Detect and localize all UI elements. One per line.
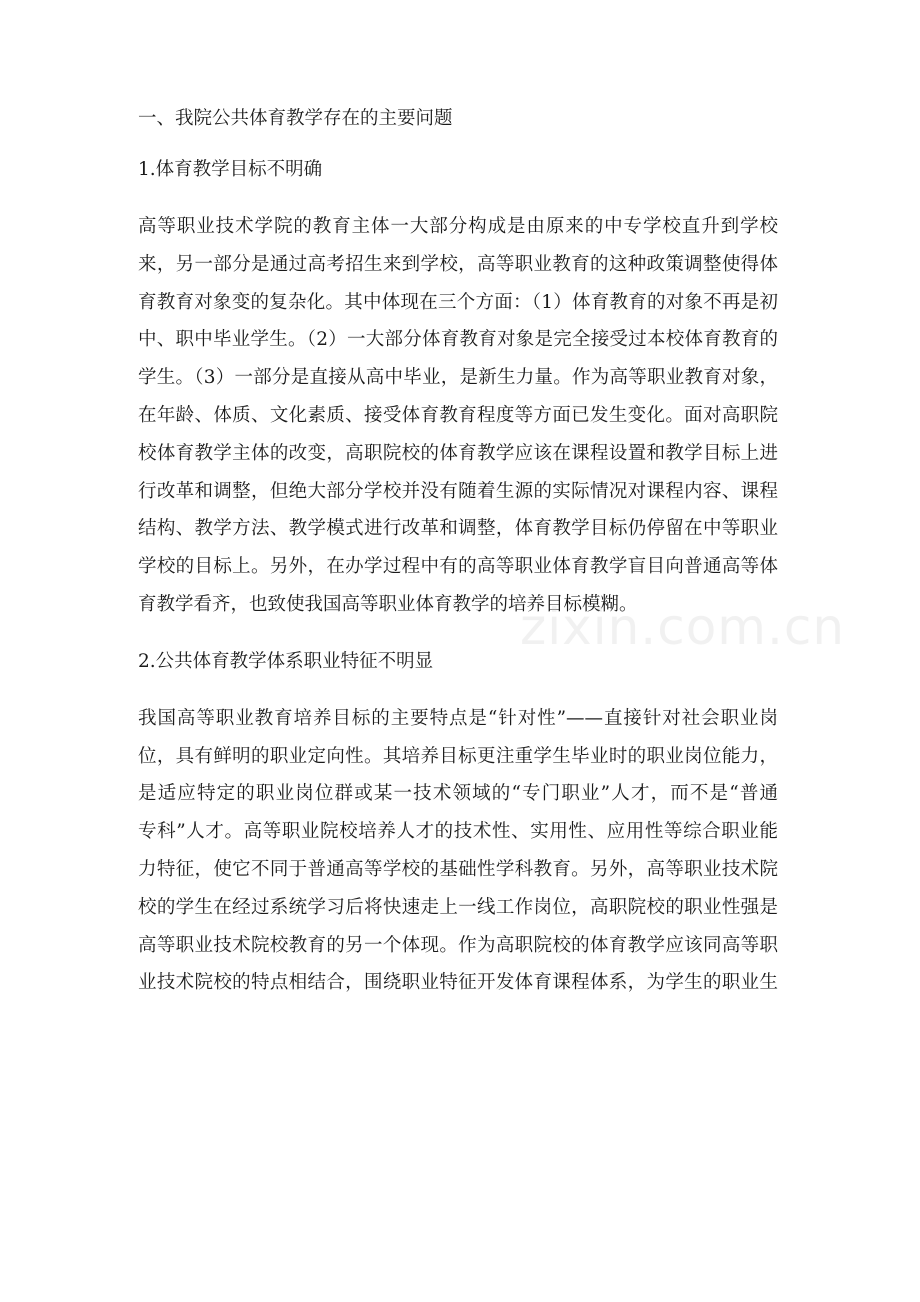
text-line: 校体育教学主体的改变，高职院校的体育教学应该在课程设置和教学目标上进 — [138, 442, 778, 464]
text-line: 中、职中毕业学生。（2）一大部分体育教育对象是完全接受过本校体育教育的 — [138, 329, 778, 351]
text-line: 专科”人才。高等职业院校培养人才的技术性、实用性、应用性等综合职业能 — [138, 821, 778, 843]
document-body — [138, 106, 778, 1027]
text-line: 业技术院校的特点相结合，围绕职业特征开发体育课程体系，为学生的职业生 — [138, 972, 778, 994]
watermark: zixin.com.cn — [520, 598, 846, 656]
subsection-heading-2: 2.公共体育教学体系职业特征不明显 — [138, 650, 434, 672]
text-line: 高等职业技术院校教育的另一个体现。作为高职院校的体育教学应该同高等职 — [138, 934, 778, 956]
text-line: 在年龄、体质、文化素质、接受体育教育程度等方面已发生变化。面对高职院 — [138, 404, 778, 426]
text-line: 结构、教学方法、教学模式进行改革和调整，体育教学目标仍停留在中等职业 — [138, 518, 778, 540]
section-heading: 一、我院公共体育教学存在的主要问题 — [138, 108, 453, 129]
paragraph-1 — [138, 208, 778, 624]
subsection-heading-1: 1.体育教学目标不明确 — [138, 159, 323, 180]
text-line: 位，具有鲜明的职业定向性。其培养目标更注重学生毕业时的职业岗位能力， — [138, 745, 778, 767]
text-line: 学校的目标上。另外，在办学过程中有的高等职业体育教学盲目向普通高等体 — [138, 556, 778, 578]
text-line: 行改革和调整，但绝大部分学校并没有随着生源的实际情况对课程内容、课程 — [138, 480, 778, 502]
text-line: 学生。（3）一部分是直接从高中毕业，是新生力量。作为高等职业教育对象， — [138, 367, 778, 389]
text-line: 育教育对象变的复杂化。其中体现在三个方面：（1）体育教育的对象不再是初 — [138, 291, 778, 313]
text-line: 力特征，使它不同于普通高等学校的基础性学科教育。另外，高等职业技术院 — [138, 858, 778, 880]
paragraph-2 — [138, 700, 778, 1002]
text-line: 是适应特定的职业岗位群或某一技术领域的“专门职业”人才，而不是“普通 — [138, 783, 778, 805]
text-line: 我国高等职业教育培养目标的主要特点是“针对性”——直接针对社会职业岗 — [138, 707, 778, 729]
text-line: 育教学看齐，也致使我国高等职业体育教学的培养目标模糊。 — [138, 593, 638, 615]
text-line: 高等职业技术学院的教育主体一大部分构成是由原来的中专学校直升到学校 — [138, 216, 778, 237]
text-line: 校的学生在经过系统学习后将快速走上一线工作岗位，高职院校的职业性强是 — [138, 896, 778, 918]
text-line: 来，另一部分是通过高考招生来到学校，高等职业教育的这种政策调整使得体 — [138, 253, 778, 275]
